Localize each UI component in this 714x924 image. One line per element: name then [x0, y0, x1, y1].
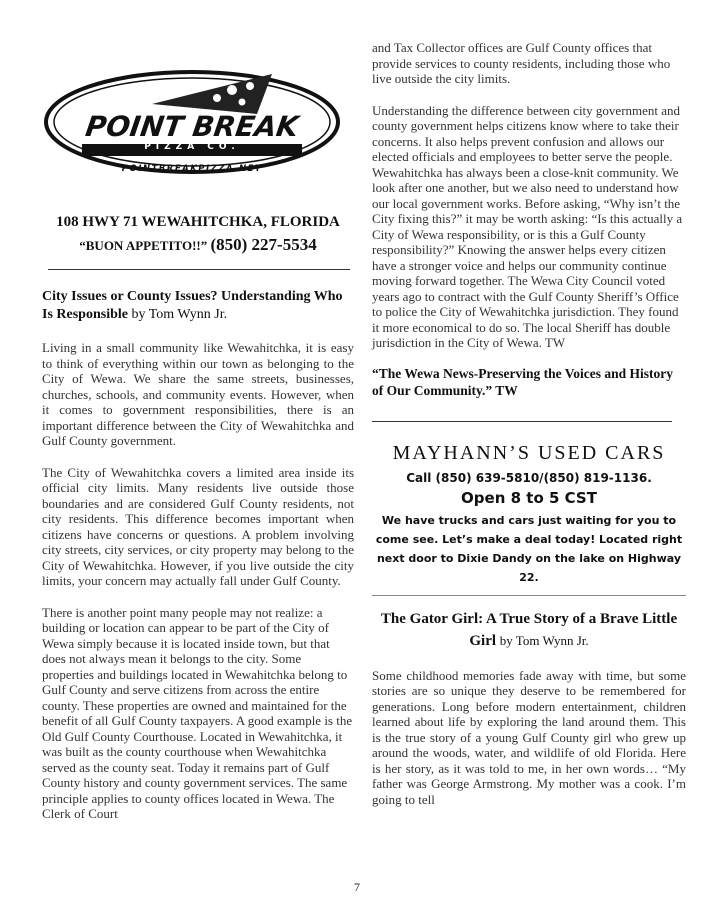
right-column	[372, 40, 686, 807]
logo-subtitle: PIZZA CO.	[144, 142, 240, 152]
article-paragraph: Living in a small community like Wewahitchka, it is easy to think of everything within our town as belonging to the City of Wewa. We share the same streets, businesses, churches, schools, and community events. However, when it comes to government responsibilities, there is an important difference between the City of Wewahitchka and Gulf County government.	[42, 340, 354, 448]
divider	[372, 595, 686, 596]
pizza-phone: (850) 227-5534	[210, 235, 317, 254]
article-title	[372, 608, 686, 652]
ad-title: MAYHANN’S USED CARS	[392, 441, 666, 464]
article-byline: by Tom Wynn Jr.	[499, 632, 589, 648]
article-byline: by Tom Wynn Jr.	[131, 307, 228, 322]
article-title	[42, 288, 354, 324]
ad-body: We have trucks and cars just waiting for you to come see. Let’s make a deal today! Located right next door to Dixie Dandy on the lake on Highway 22.	[375, 513, 683, 584]
article-paragraph: The City of Wewahitchka covers a limited area inside its official city limits. Many residents live outside those boundaries and are considered Gulf County residents, not city residents. This difference becomes important when citizens have concerns or questions. A problem involving city streets, city services, or city property may belong to the City of Wewahitchka. However, if you live outside the city limits, your concern may actually fall under Gulf County.	[42, 464, 354, 588]
point-break-pizza-logo	[42, 52, 342, 192]
left-column	[42, 30, 354, 822]
pizza-address: 108 HWY 71 WEWAHITCHKA, FLORIDA	[56, 214, 340, 230]
article-paragraph: Understanding the difference between city government and county government helps citizens know where to take their concerns. It also helps prevent confusion and allows our elected officials and employees to better serve the people. Wewahitchka has always been a close-knit community. We look after one another, but we also need to understand how our local government works. Before asking, “Why isn’t the City fixing this?” it may be worth asking: “Is this actually a City of Wewa responsibility, or is this a Gulf County responsibility?” Knowing the answer helps every citizen have a stronger voice and helps our community continue moving forward together. The Wewa City Council voted years ago to contract with the Gulf County Sheriff’s Office to police the City of Wewahitchka jurisdiction. They found it more economical to do so. The local Sheriff has double jurisdiction in the City of Wewa. TW	[372, 102, 683, 350]
logo-wordmark: POINT BREAK	[83, 110, 301, 143]
page-number: 7	[354, 880, 360, 894]
article-paragraph: There is another point many people may not realize: a building or location can appear to be part of the City of Wewa simply because it is located inside town, but that does not always mean it belongs to the city. Some properties and buildings located in Wewahitchka belong to Gulf County and serve citizens from across the entire county. These properties are owned and maintained for the benefit of all Gulf County taxpayers. A good example is the Old Gulf County Courthouse. Located in Wewahitchka, it was built as the county courthouse when Wewahitchka served as the county seat. Today it remains part of Gulf County history and county government services. The same principle applies to county offices located in Wewa. The Clerk of Court	[42, 604, 353, 821]
article-paragraph: Some childhood memories fade away with time, but some stories are so unique they deserve to be remembered for generations. Long before modern entertainment, children learned about life by exploring the land around them. This is the true story of a young Gulf County girl who grew up around the woods, water, and wildlife of old Florida. Here is her story, as it was told to me, in her own words… “My father was George Armstrong. My mother was a cook. I’m going to tell	[372, 667, 686, 807]
ad-phone: Call (850) 639-5810/(850) 819-1136.	[406, 470, 652, 485]
logo-url: POINTBREAKPIZZA.NET	[121, 164, 263, 174]
divider	[48, 269, 350, 270]
article-paragraph: and Tax Collector offices are Gulf County offices that provide services to county residents, including those who live outside the city limits.	[372, 40, 671, 86]
article-title-text: The Gator Girl: A True Story of a Brave Little Girl	[380, 610, 678, 649]
pizza-greeting: “BUON APPETITO!!”	[79, 238, 208, 253]
ad-hours: Open 8 to 5 CST	[461, 488, 597, 507]
used-cars-ad	[372, 442, 686, 587]
article-title-text: City Issues or County Issues? Understanding Who Is Responsible	[42, 289, 343, 322]
divider	[372, 421, 672, 422]
pizza-phone-line	[42, 235, 354, 255]
newspaper-tagline: “The Wewa News-Preserving the Voices and History of Our Community.” TW	[372, 365, 673, 398]
